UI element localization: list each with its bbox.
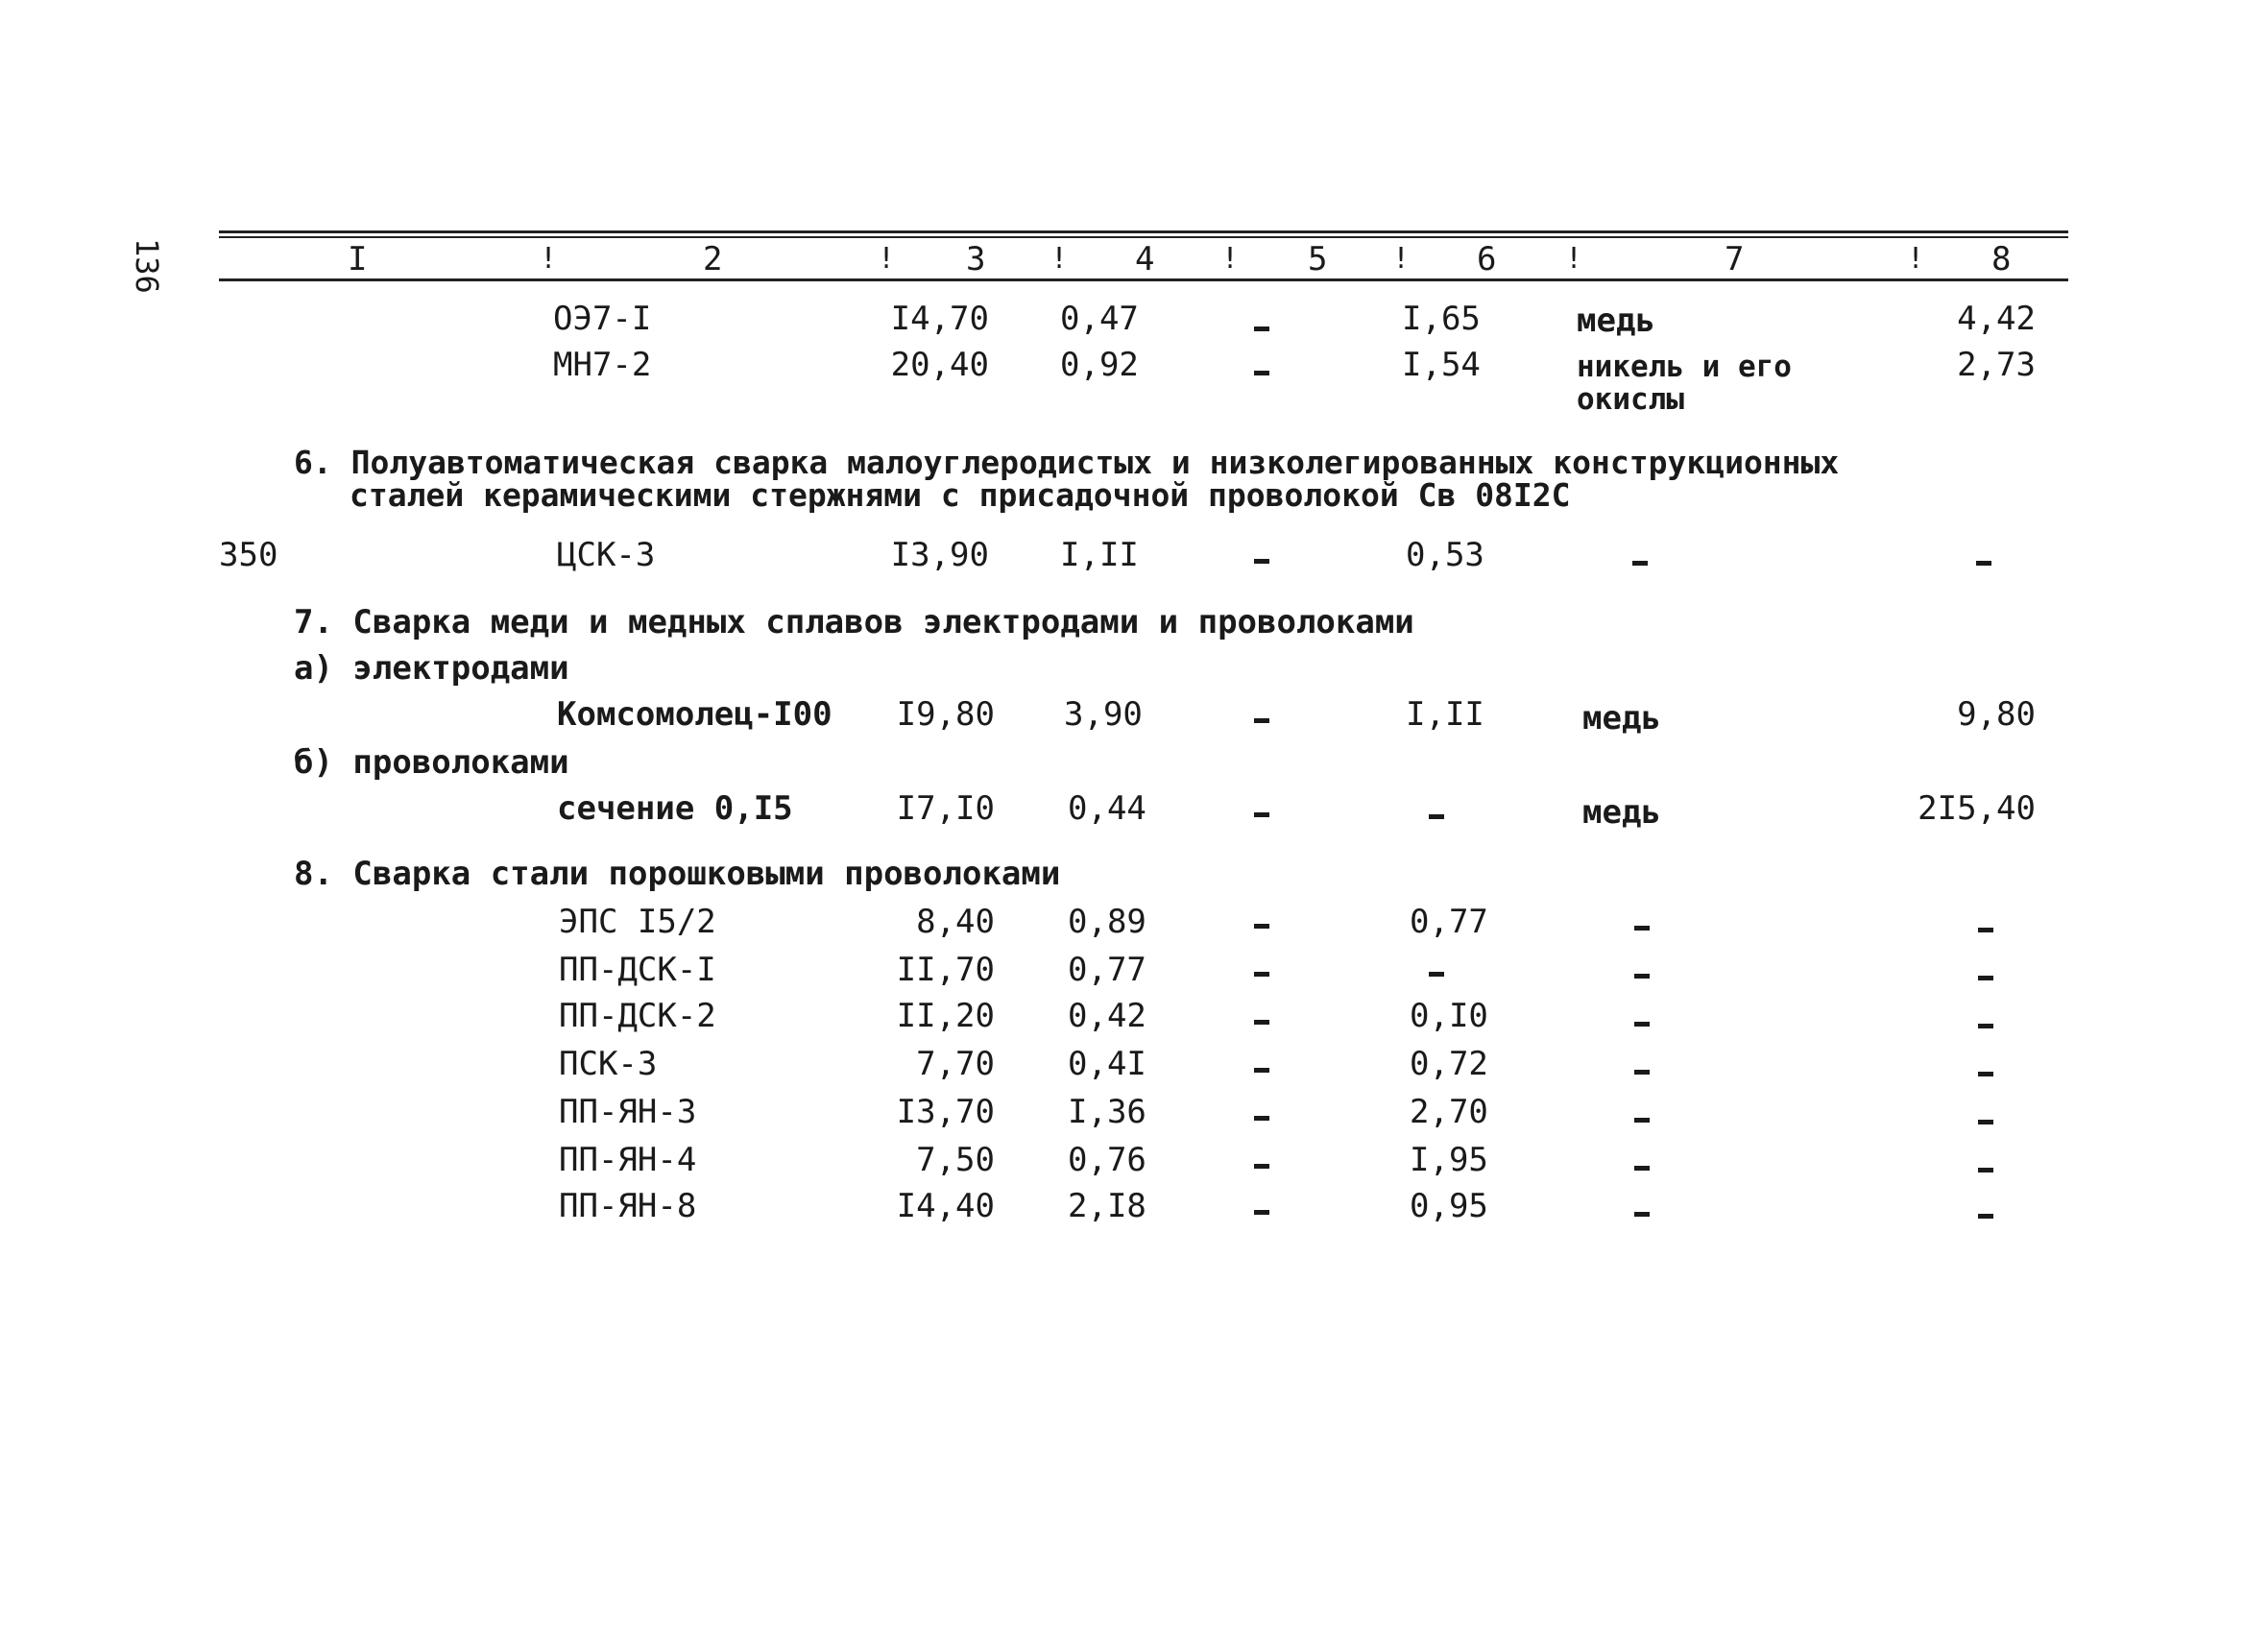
row-col4: 0,47	[1060, 300, 1139, 338]
row-col6: I,54	[1402, 346, 1481, 384]
row-col4: 0,44	[1068, 789, 1146, 828]
row-col6-dash	[1429, 814, 1444, 819]
row-col6: 0,77	[1410, 903, 1488, 941]
row-col4: I,II	[1060, 536, 1139, 574]
row-name: Комсомолец-I00	[557, 695, 832, 734]
row-col8-dash	[1978, 1120, 1993, 1124]
header-separator: !	[1392, 242, 1411, 276]
row-number: 350	[219, 536, 278, 574]
row-col5-dash	[1254, 1164, 1269, 1169]
header-col-6: 6	[1477, 240, 1497, 278]
row-col5-dash	[1254, 972, 1269, 977]
row-col8: 9,80	[1957, 695, 2036, 734]
row-col6: I,II	[1406, 695, 1484, 734]
row-col5-dash	[1254, 326, 1269, 331]
section-7-title: 7. Сварка меди и медных сплавов электродами и проволоками	[294, 603, 1414, 641]
row-col7-dash	[1634, 974, 1650, 979]
table-top-rule-2	[219, 236, 2068, 238]
row-col7-dash	[1634, 1212, 1650, 1217]
row-col4: I,36	[1068, 1093, 1146, 1131]
row-col4: 0,89	[1068, 903, 1146, 941]
row-col6: I,95	[1410, 1141, 1488, 1179]
row-col3: II,20	[896, 997, 995, 1035]
row-col6: I,65	[1402, 300, 1481, 338]
row-col8: 2,73	[1957, 346, 2036, 384]
row-col3: I4,40	[896, 1187, 995, 1225]
row-col8-dash	[1978, 1214, 1993, 1219]
row-col4: 0,92	[1060, 346, 1139, 384]
row-col6: 0,95	[1410, 1187, 1488, 1225]
header-separator: !	[878, 242, 896, 276]
row-col3: I3,90	[890, 536, 989, 574]
section-7-sub-a: а) электродами	[294, 649, 569, 688]
row-col7-dash	[1634, 1022, 1650, 1027]
row-col7: медь	[1582, 699, 1661, 737]
row-col3: I3,70	[896, 1093, 995, 1131]
header-separator: !	[540, 242, 558, 276]
row-name: ПП-ДСК-I	[559, 951, 716, 989]
row-col5-dash	[1254, 924, 1269, 929]
header-col-2: 2	[703, 240, 723, 278]
row-col7-dash	[1634, 1118, 1650, 1123]
row-col3: I7,I0	[896, 789, 995, 828]
row-col8-dash	[1978, 928, 1993, 932]
row-col7-line2: окислы	[1577, 382, 1684, 417]
header-col-5: 5	[1308, 240, 1328, 278]
section-7-sub-b: б) проволоками	[294, 743, 569, 782]
row-col6-dash	[1429, 972, 1444, 977]
row-col4: 0,42	[1068, 997, 1146, 1035]
row-col8-dash	[1978, 1024, 1993, 1028]
row-col3: I9,80	[896, 695, 995, 734]
row-col7-dash	[1634, 1166, 1650, 1171]
page-number: 136	[129, 238, 165, 294]
row-col3: 7,50	[916, 1141, 995, 1179]
row-col4: 0,4I	[1068, 1045, 1146, 1083]
header-separator: !	[1565, 242, 1583, 276]
header-col-3: 3	[966, 240, 986, 278]
row-col7: медь	[1577, 302, 1655, 340]
row-name: ПП-ЯН-3	[559, 1093, 697, 1131]
table-header-bottom-rule	[219, 278, 2068, 281]
row-col7: медь	[1582, 793, 1661, 832]
row-name: ПП-ДСК-2	[559, 997, 716, 1035]
row-col4: 0,76	[1068, 1141, 1146, 1179]
row-name: ПП-ЯН-4	[559, 1141, 697, 1179]
row-col6: 0,I0	[1410, 997, 1488, 1035]
header-separator: !	[1221, 242, 1240, 276]
row-name: ОЭ7-I	[553, 300, 652, 338]
header-separator: !	[1907, 242, 1925, 276]
row-col8: 4,42	[1957, 300, 2036, 338]
row-col8-dash	[1978, 976, 1993, 980]
row-col3: 20,40	[890, 346, 989, 384]
row-col4: 2,I8	[1068, 1187, 1146, 1225]
header-col-7: 7	[1725, 240, 1745, 278]
row-col3: I4,70	[890, 300, 989, 338]
row-col5-dash	[1254, 1210, 1269, 1215]
row-col7-dash	[1632, 561, 1648, 566]
row-col3: II,70	[896, 951, 995, 989]
header-col-4: 4	[1135, 240, 1155, 278]
row-col5-dash	[1254, 371, 1269, 375]
row-col4: 0,77	[1068, 951, 1146, 989]
row-col3: 7,70	[916, 1045, 995, 1083]
row-col8-dash	[1976, 561, 1991, 566]
row-col6: 2,70	[1410, 1093, 1488, 1131]
header-col-1: I	[348, 240, 368, 278]
header-separator: !	[1050, 242, 1069, 276]
row-name: МН7-2	[553, 346, 652, 384]
row-name: ПП-ЯН-8	[559, 1187, 697, 1225]
row-col7-dash	[1634, 926, 1650, 931]
row-col8-dash	[1978, 1072, 1993, 1076]
row-name: ЭПС I5/2	[559, 903, 716, 941]
header-col-8: 8	[1991, 240, 2012, 278]
row-name: сечение 0,I5	[557, 789, 793, 828]
section-6-title-line2: сталей керамическими стержнями с присадочной проволокой Св 08I2С	[350, 476, 1571, 514]
row-col5-dash	[1254, 1116, 1269, 1121]
section-8-title: 8. Сварка стали порошковыми проволоками	[294, 855, 1061, 893]
row-col6: 0,72	[1410, 1045, 1488, 1083]
row-col5-dash	[1254, 1020, 1269, 1025]
row-col5-dash	[1254, 1068, 1269, 1073]
row-col5-dash	[1254, 812, 1269, 817]
row-col5-dash	[1254, 718, 1269, 723]
row-col4: 3,90	[1064, 695, 1143, 734]
row-col3: 8,40	[916, 903, 995, 941]
row-col7-dash	[1634, 1070, 1650, 1075]
row-col8: 2I5,40	[1918, 789, 2036, 828]
row-col7: никель и его	[1577, 350, 1792, 384]
row-col6: 0,53	[1406, 536, 1484, 574]
row-name: ПСК-3	[559, 1045, 658, 1083]
row-col8-dash	[1978, 1168, 1993, 1173]
row-name: ЦСК-3	[557, 536, 656, 574]
table-top-rule	[219, 230, 2068, 233]
section-6-title: 6. Полуавтоматическая сварка малоуглеродистых и низколегированных конструкционных	[294, 444, 1840, 481]
row-col5-dash	[1254, 559, 1269, 564]
